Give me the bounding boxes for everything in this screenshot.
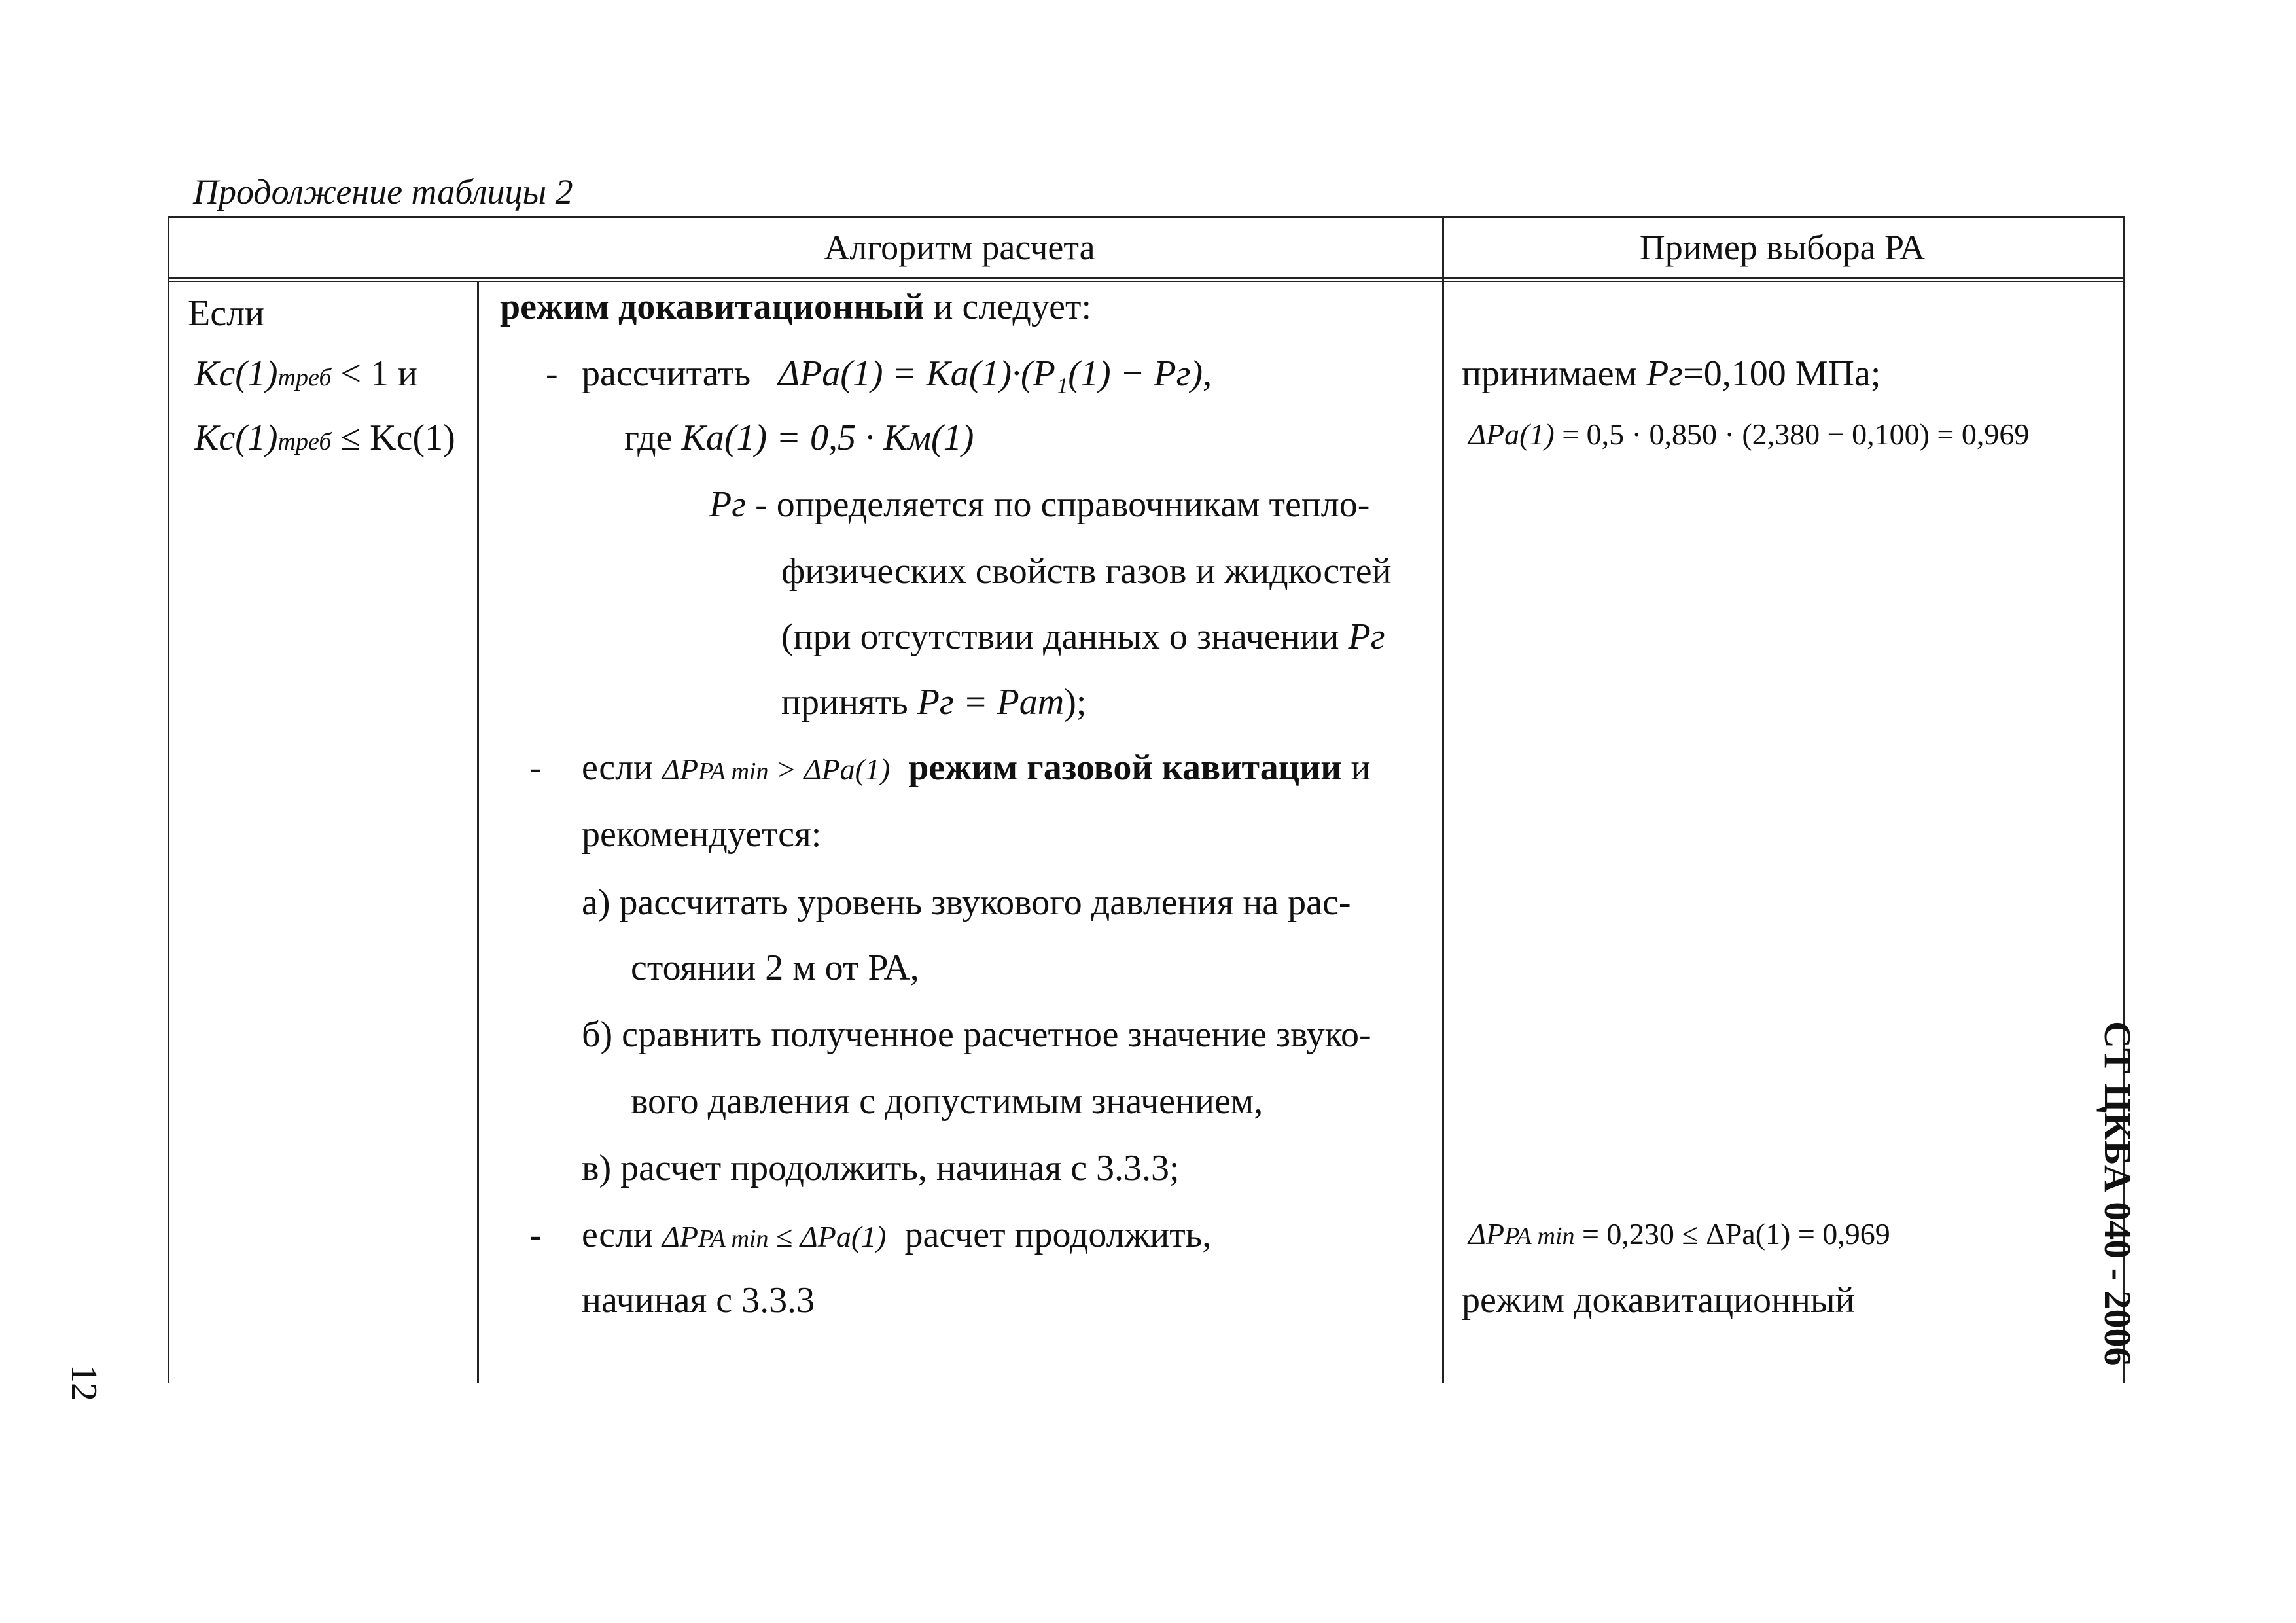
- algo-line-11: стоянии 2 м от РА,: [631, 948, 919, 988]
- algo-line-10: а) рассчитать уровень звукового давления на рас-: [582, 882, 1351, 923]
- example-line-1: принимаем Pг=0,100 МПа;: [1462, 353, 1881, 394]
- algo-line-9: рекомендуется:: [582, 814, 822, 855]
- header-divider: [169, 277, 2123, 279]
- algo-line-7: принять Pг = Pат);: [781, 682, 1087, 722]
- example-line-2: ΔPa(1) = 0,5 · 0,850 · (2,380 − 0,100) = 0,969: [1468, 418, 2030, 451]
- algo-line-3: где Ka(1) = 0,5 · Kм(1): [624, 418, 974, 458]
- header-divider-double: [169, 281, 2123, 282]
- algo-line-13: вого давления с допустимым значением,: [631, 1081, 1263, 1122]
- header-algorithm: Алгоритм расчета: [824, 228, 1095, 267]
- algo-line-4: Pг - определяется по справочникам тепло-: [709, 484, 1370, 525]
- algo-line-16: начиная с 3.3.3: [582, 1280, 815, 1321]
- header-example: Пример выбора РА: [1639, 228, 1926, 267]
- algo-line-15: если ΔPPA min ≤ ΔPa(1) расчет продолжить,: [582, 1215, 1212, 1255]
- condition-line-2: Kc(1)треб ≤ Kc(1): [194, 418, 455, 458]
- condition-line-1: Kc(1)треб < 1 и: [194, 353, 417, 394]
- algo-line-2: рассчитать ΔPa(1) = Ka(1)·(P₁(1) − Pг),: [582, 353, 1212, 394]
- calculation-table: [168, 216, 2125, 1383]
- example-line-4: режим докавитационный: [1462, 1280, 1855, 1321]
- algo-dash-3: -: [529, 1215, 542, 1255]
- algo-line-5: физических свойств газов и жидкостей: [781, 551, 1392, 592]
- page-number: 12: [63, 1364, 104, 1401]
- algo-line-12: б) сравнить полученное расчетное значение звуко-: [582, 1014, 1371, 1055]
- algo-dash-2: -: [529, 747, 542, 788]
- column-divider-left: [477, 281, 479, 1383]
- algo-line-1: режим докавитационный и следует:: [500, 287, 1092, 327]
- table-caption: Продолжение таблицы 2: [193, 172, 573, 211]
- algo-line-14: в) расчет продолжить, начиная с 3.3.3;: [582, 1148, 1180, 1188]
- condition-if: Если: [188, 293, 264, 334]
- document-designation: СТ ЦКБА 040 - 2006: [2096, 1021, 2139, 1366]
- algo-line-8: если ΔPPA min > ΔPa(1) режим газовой кавитации и: [582, 747, 1371, 788]
- algo-line-6: (при отсутствии данных о значении Pг: [781, 616, 1385, 657]
- algo-dash-1: -: [546, 353, 558, 394]
- column-divider-right: [1442, 218, 1444, 1383]
- example-line-3: ΔPPA min = 0,230 ≤ ΔPa(1) = 0,969: [1468, 1217, 1890, 1251]
